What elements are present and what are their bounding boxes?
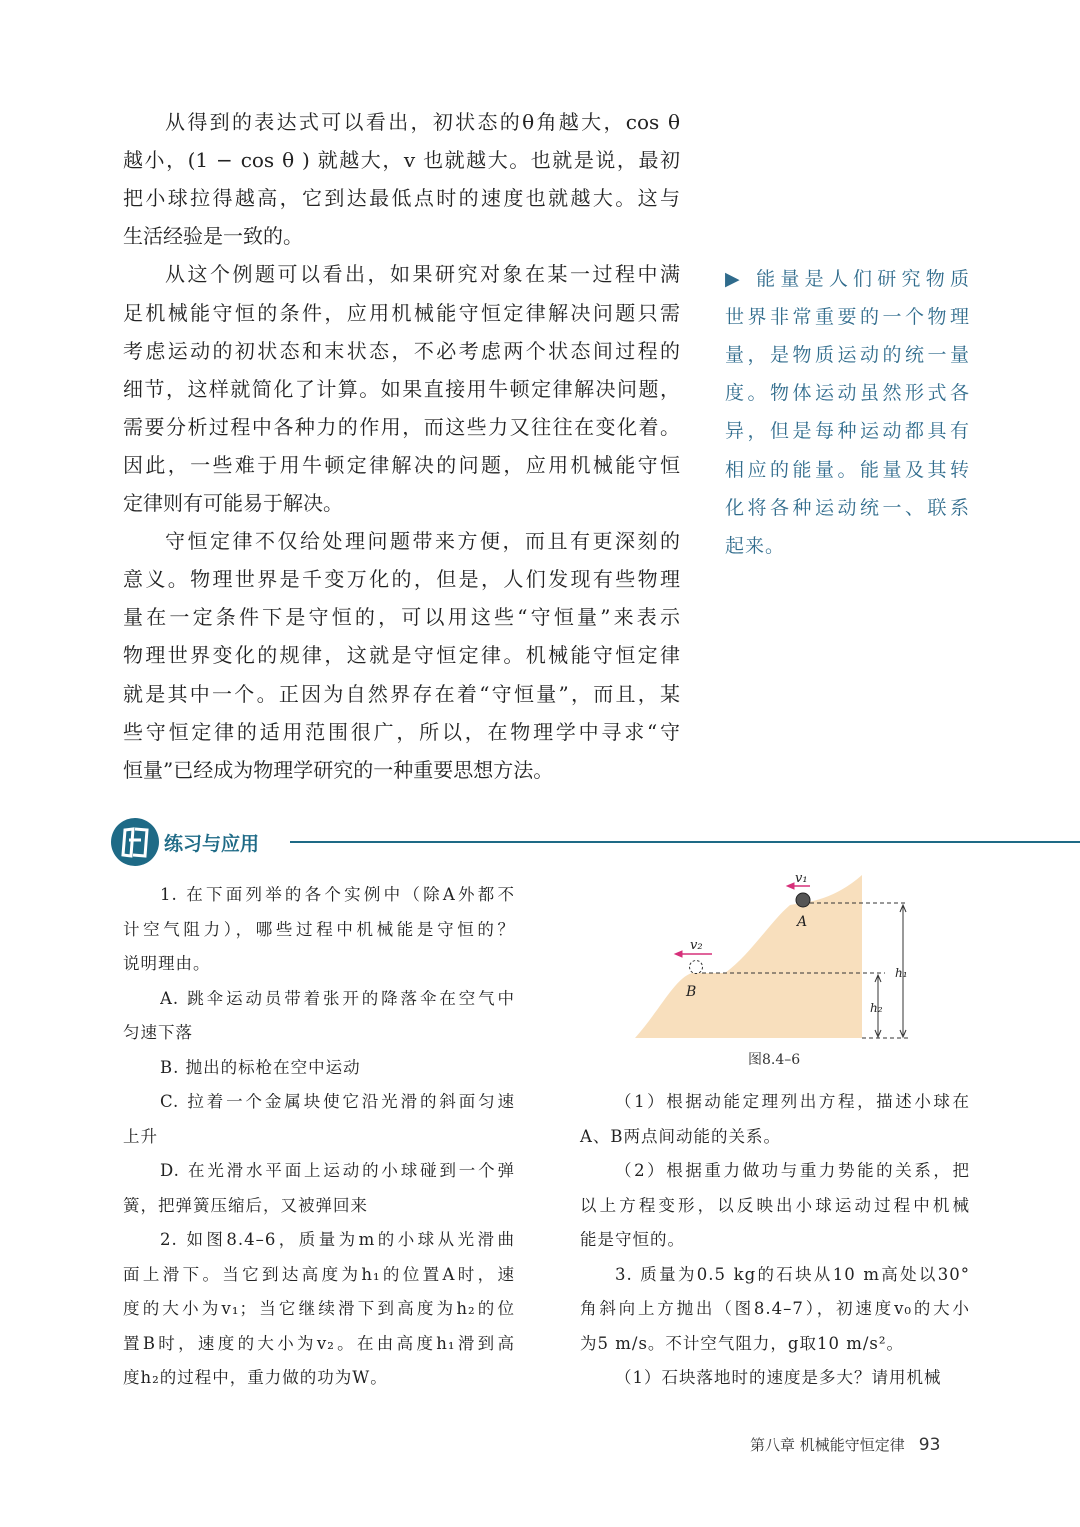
text-line: 异，但是每种运动都具有 [725, 420, 970, 443]
text-line: 量，是物质运动的统一量 [725, 344, 970, 367]
text-line: 从得到的表达式可以看出，初状态的θ角越大，cos θ [165, 110, 680, 134]
text-line: 度h₂的过程中，重力做的功为W。 [123, 1368, 388, 1387]
label-v1: v₁ [795, 871, 808, 886]
text-line: 上升 [123, 1126, 158, 1146]
text-line: 面上滑下。当它到达高度为h₁的位置A时，速 [123, 1264, 515, 1284]
text-line: 些守恒定律的适用范围很广，所以，在物理学中寻求“守 [123, 719, 680, 744]
text-line: A. 跳伞运动员带着张开的降落伞在空气中 [160, 988, 515, 1008]
text-line: 需要分析过程中各种力的作用，而这些力又往往在变化着。 [123, 414, 680, 439]
text-line: 足机械能守恒的条件，应用机械能守恒定律解决问题只需 [123, 300, 680, 325]
label-h2: h₂ [870, 1001, 883, 1015]
text-line: 考虑运动的初状态和末状态，不必考虑两个状态间过程的 [123, 338, 680, 363]
label-h1: h₁ [895, 966, 908, 980]
label-v2: v₂ [690, 938, 703, 953]
text-line: A、B两点间动能的关系。 [580, 1126, 782, 1146]
text-line: 守恒定律不仅给处理问题带来方便，而且有更深刻的 [165, 529, 680, 554]
text-line: 为5 m/s。不计空气阻力，g取10 m/s²。 [580, 1333, 905, 1353]
text-line: 把小球拉得越高，它到达最低点时的速度也就越大。这与 [123, 186, 680, 211]
text-line: 2. 如图8.4–6，质量为m的小球从光滑曲 [160, 1230, 515, 1249]
text-line: 世界非常重要的一个物理 [725, 306, 970, 329]
page-footer [750, 1434, 940, 1455]
text-line: 细节，这样就简化了计算。如果直接用牛顿定律解决问题， [123, 376, 680, 401]
text-line: ▶ 能量是人们研究物质 [725, 268, 970, 290]
figure-caption: 图8.4–6 [748, 1052, 801, 1068]
slope-surface [635, 875, 862, 1038]
text-line: 就是其中一个。正因为自然界存在着“守恒量”，而且，某 [123, 681, 680, 706]
section-title: 练习与应用 [164, 833, 260, 855]
text-line: D. 在光滑水平面上运动的小球碰到一个弹 [160, 1161, 515, 1180]
text-line: 角斜向上方抛出（图8.4–7），初速度v₀的大小 [580, 1299, 970, 1318]
text-line: （2）根据重力做功与重力势能的关系，把 [615, 1161, 970, 1180]
text-line: 1. 在下面列举的各个实例中（除A外都不 [160, 885, 515, 904]
figure-8-4-6 [630, 860, 930, 1084]
text-line: C. 拉着一个金属块使它沿光滑的斜面匀速 [160, 1092, 515, 1111]
section-divider [290, 841, 1080, 843]
text-line: 置B时，速度的大小为v₂。在由高度h₁滑到高 [123, 1333, 515, 1353]
text-line: 以上方程变形，以反映出小球运动过程中机械 [580, 1195, 970, 1215]
label-b: B [686, 984, 697, 1000]
text-line: 意义。物理世界是千变万化的，但是，人们发现有些物理 [123, 567, 680, 592]
exercise-section-icon [111, 818, 159, 866]
text-line: 因此，一些难于用牛顿定律解决的问题，应用机械能守恒 [123, 452, 680, 477]
text-line: 度。物体运动虽然形式各 [725, 382, 970, 405]
text-line: 从这个例题可以看出，如果研究对象在某一过程中满 [165, 262, 680, 287]
text-line: 化将各种运动统一、联系 [725, 496, 970, 519]
ball-a [796, 893, 810, 907]
text-line: 簧，把弹簧压缩后，又被弹回来 [123, 1195, 368, 1215]
text-line: 恒量”已经成为物理学研究的一种重要思想方法。 [123, 757, 554, 782]
page-number: 93 [918, 1435, 941, 1455]
text-line: 相应的能量。能量及其转 [725, 458, 970, 481]
text-line: 3. 质量为0.5 kg的石块从10 m高处以30° [615, 1264, 970, 1284]
text-line: （1）根据动能定理列出方程，描述小球在 [615, 1092, 970, 1111]
label-a: A [797, 914, 808, 930]
text-line: 说明理由。 [123, 954, 211, 973]
text-line: 计空气阻力），哪些过程中机械能是守恒的？ [123, 919, 515, 939]
chapter-title: 第八章 机械能守恒定律 [750, 1436, 905, 1454]
text-line: 匀速下落 [123, 1023, 193, 1042]
text-line: 物理世界变化的规律，这就是守恒定律。机械能守恒定律 [123, 643, 680, 668]
ball-b-outline [690, 961, 703, 974]
text-line: 能是守恒的。 [580, 1230, 685, 1249]
text-line: （1）石块落地时的速度是多大？请用机械 [615, 1368, 942, 1387]
text-line: 起来。 [725, 534, 786, 557]
text-line: 度的大小为v₁；当它继续滑下到高度为h₂的位 [123, 1299, 515, 1318]
text-line: 生活经验是一致的。 [123, 224, 303, 249]
text-line: B. 抛出的标枪在空中运动 [160, 1057, 361, 1077]
text-line: 定律则有可能易于解决。 [123, 491, 343, 515]
text-line: 越小，(1 − cos θ ) 就越大，v 也就越大。也就是说，最初 [123, 148, 680, 173]
text-line: 量在一定条件下是守恒的，可以用这些“守恒量”来表示 [123, 605, 680, 630]
